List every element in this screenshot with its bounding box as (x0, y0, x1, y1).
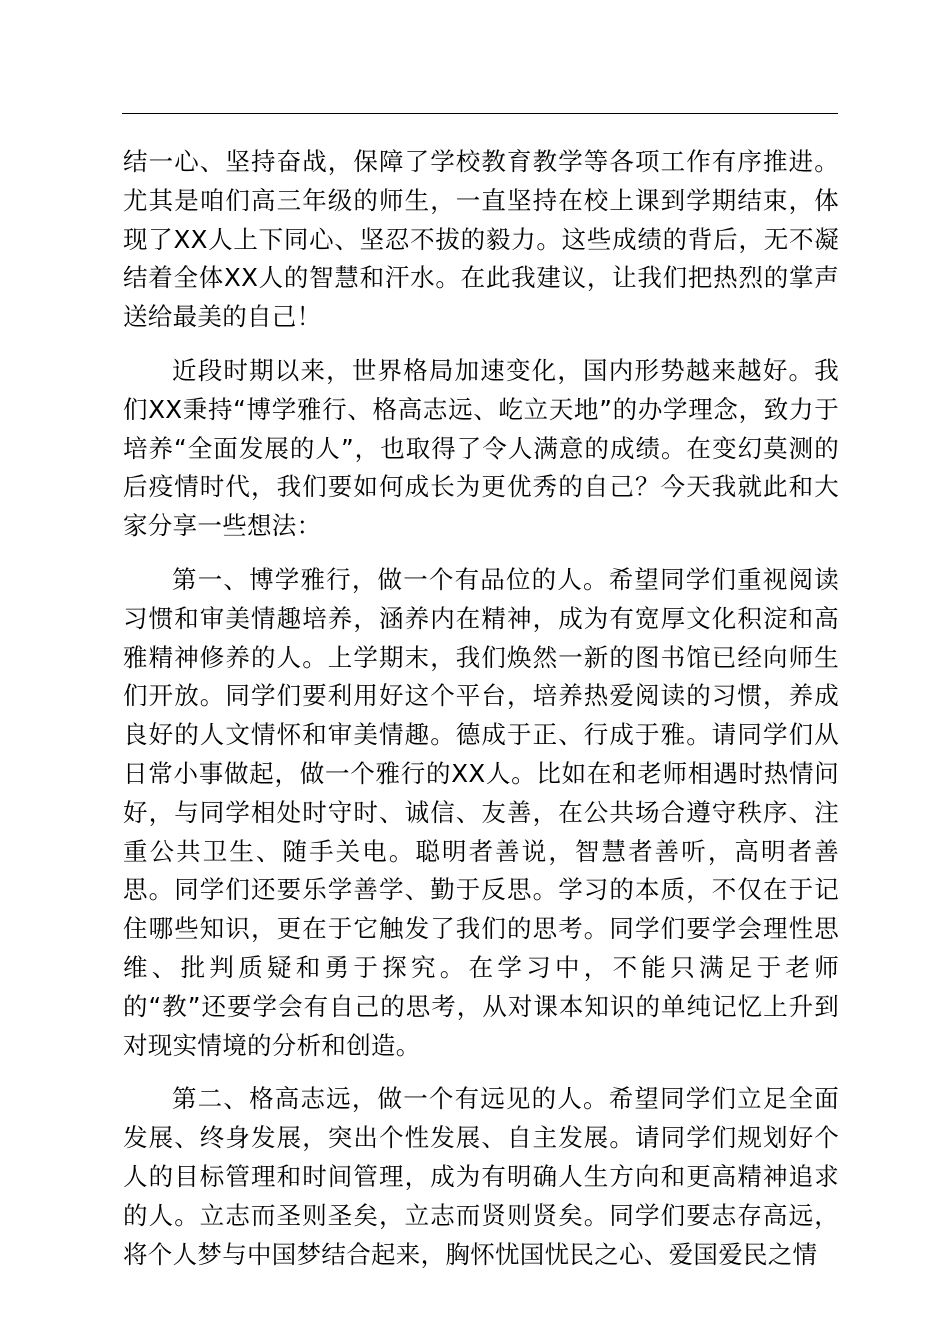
paragraph-3: 第一、博学雅行，做一个有品位的人。希望同学们重视阅读习惯和审美情趣培养，涵养内在精神，成为有宽厚文化积淀和高雅精神修养的人。上学期末，我们焕然一新的图书馆已经向师生们开放。同学们要利用好这个平台，培养热爱阅读的习惯，养成良好的人文情怀和审美情趣。德成于正、行成于雅。请同学们从日常小事做起，做一个雅行的XX人。比如在和老师相遇时热情问好，与同学相处时守时、诚信、友善，在公共场合遵守秩序、注重公共卫生、随手关电。聪明者善说，智慧者善听，高明者善思。同学们还要乐学善学、勤于反思。学习的本质，不仅在于记住哪些知识，更在于它触发了我们的思考。同学们要学会理性思维、批判质疑和勇于探究。在学习中，不能只满足于老师的“教”还要学会有自己的思考，从对课本知识的单纯记忆上升到对现实情境的分析和创造。 (123, 564, 839, 1060)
header-rule (122, 113, 838, 114)
paragraph-2: 近段时期以来，世界格局加速变化，国内形势越来越好。我们XX秉持“博学雅行、格高志远、屹立天地”的办学理念，致力于培养“全面发展的人”，也取得了令人满意的成绩。在变幻莫测的后疫情时代，我们要如何成长为更优秀的自己？今天我就此和大家分享一些想法： (123, 355, 839, 541)
paragraph-4: 第二、格高志远，做一个有远见的人。希望同学们立足全面发展、终身发展，突出个性发展、自主发展。请同学们规划好个人的目标管理和时间管理，成为有明确人生方向和更高精神追求的人。立志而圣则圣矣，立志而贤则贤矣。同学们要志存高远，将个人梦与中国梦结合起来，胸怀忧国忧民之心、爱国爱民之情 (123, 1084, 839, 1269)
document-body (123, 143, 839, 1274)
paragraph-1: 结一心、坚持奋战，保障了学校教育教学等各项工作有序推进。尤其是咱们高三年级的师生，一直坚持在校上课到学期结束，体现了XX人上下同心、坚忍不拔的毅力。这些成绩的背后，无不凝结着全体XX人的智慧和汗水。在此我建议，让我们把热烈的掌声送给最美的自己！ (123, 147, 839, 332)
